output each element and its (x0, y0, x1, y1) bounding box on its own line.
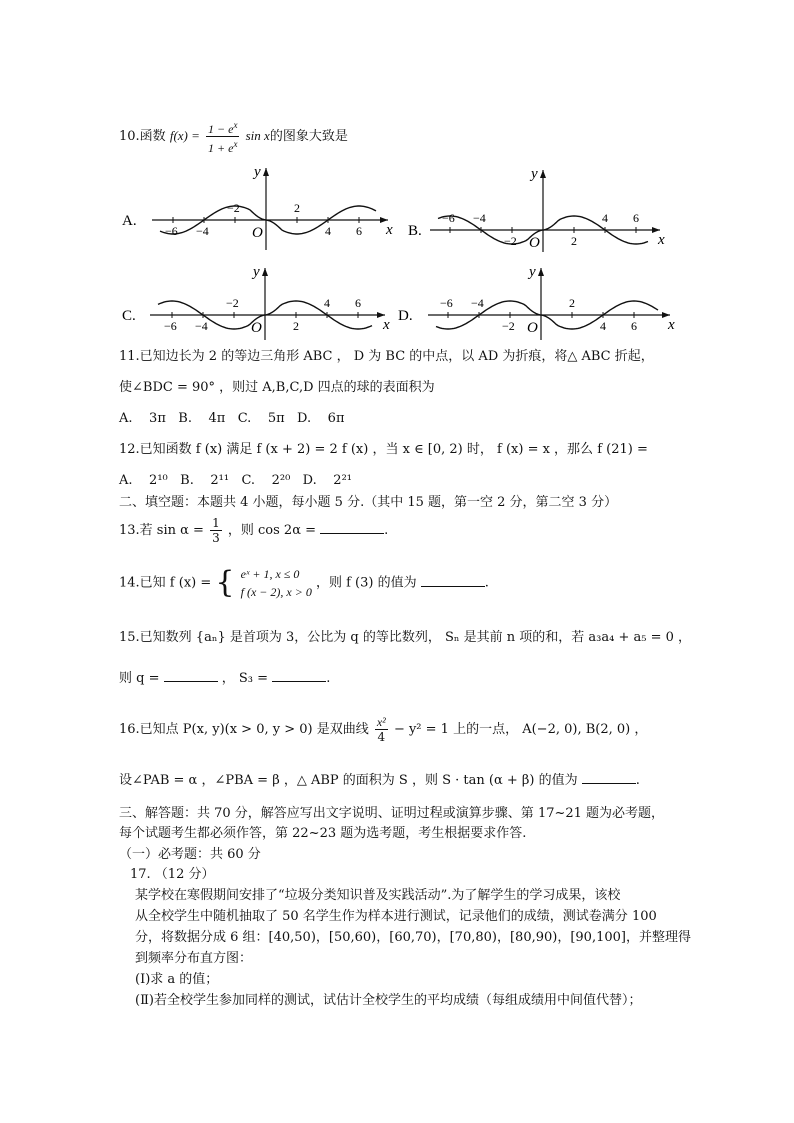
q11-options: A. 3π B. 4π C. 5π D. 6π (119, 411, 345, 426)
q17-p2: 从全校学生中随机抽取了 50 名学生作为样本进行测试，记录他们的成绩，测试卷满分 100 (135, 909, 657, 924)
q10-suffix: 的图象大致是 (269, 129, 348, 144)
tick-label: −2 (502, 319, 515, 333)
q12-line1: 12.已知函数 f (x) 满足 f (x + 2) = 2 f (x) ，当 x ∈ [0, 2) 时， f (x) = x ，那么 f (21) = (119, 442, 648, 457)
tick-label: −4 (196, 224, 209, 238)
q14: 14.已知 f (x) = { eˣ + 1, x ≤ 0 f (x − 2), x > 0 ，则 f (3) 的值为 . (119, 565, 489, 600)
q14-end: . (484, 575, 489, 591)
tick-label: 4 (602, 211, 608, 225)
tick-label: 2 (571, 234, 577, 248)
q11-line1: 11.已知边长为 2 的等边三角形 ABC ， D 为 BC 的中点，以 AD 为折痕，将△ ABC 折起， (119, 349, 654, 364)
tick-label: 2 (569, 296, 575, 310)
q16-mid: − y² = 1 上的一点， A(−2, 0), B(2, 0) ， (393, 722, 648, 737)
q17-p1: 某学校在寒假期间安排了“垃圾分类知识普及实践活动”.为了解学生的学习成果，该校 (135, 888, 621, 903)
q11-line2: 使∠BDC = 90° ，则过 A,B,C,D 四点的球的表面积为 (119, 380, 435, 395)
y-axis-arrow (538, 268, 544, 276)
tick-label: 4 (324, 296, 330, 310)
q14-answer-blank[interactable] (421, 586, 485, 587)
q14-case2: f (x − 2), x > 0 (240, 585, 312, 599)
q15-s3-label: ， S₃ = (221, 671, 269, 686)
graph-A (122, 164, 393, 250)
q15-s3-blank[interactable] (272, 681, 326, 682)
graph-D-letter: D. (398, 308, 413, 324)
origin-label: O (251, 320, 262, 336)
origin-label: O (252, 225, 263, 241)
tick-label: −4 (473, 211, 486, 225)
q10-den: 1 + e (208, 141, 234, 155)
tick-label: 6 (356, 224, 362, 238)
q14-case1: eˣ + 1, x ≤ 0 (240, 567, 300, 581)
q10-num: 1 − e (208, 122, 234, 136)
tick-label: −2 (226, 296, 239, 310)
q16-num: x² (376, 715, 386, 729)
x-axis-label: x (668, 317, 675, 333)
q13-den: 3 (212, 531, 220, 545)
graph-B (408, 166, 665, 252)
tick-label: 2 (293, 319, 299, 333)
y-axis-arrow (262, 268, 268, 276)
q16-line2 (119, 773, 640, 789)
tick-label: 6 (633, 211, 639, 225)
y-axis-arrow (263, 168, 269, 176)
q15-line2 (119, 671, 330, 687)
tick-label: −4 (471, 296, 484, 310)
q15-line1: 15.已知数列 {aₙ} 是首项为 3，公比为 q 的等比数列， Sₙ 是其前 n 项的和，若 a₃a₄ + a₅ = 0 ， (119, 630, 692, 645)
q16-end: . (635, 773, 640, 788)
section3-line3: （一）必考题：共 60 分 (119, 847, 261, 862)
q13-answer-blank[interactable] (320, 533, 384, 534)
tick-label: −2 (504, 234, 517, 248)
graph-C-letter: C. (122, 308, 136, 324)
q10-stem (119, 118, 348, 155)
q17-p4: 到频率分布直方图： (135, 951, 253, 966)
q13-fraction (210, 516, 222, 545)
q13-suffix: ，则 cos 2α = (227, 523, 316, 538)
q16-answer-blank[interactable] (582, 783, 636, 784)
origin-label: O (527, 320, 538, 336)
q16-fraction (375, 715, 388, 744)
q15-end: . (326, 671, 331, 686)
tick-label: 2 (294, 201, 300, 215)
section3-line1: 三、解答题：共 70 分，解答应写出文字说明、证明过程或演算步骤、第 17~21 题为必考题， (119, 806, 665, 821)
q13-num: 1 (212, 516, 220, 530)
q16-line1 (119, 715, 647, 744)
q17-p3: 分，将数据分成 6 组：[40,50)，[50,60)，[60,70)，[70,80)，[80,90)，[90,100]，并整理得 (135, 930, 691, 945)
graph-B-letter: B. (408, 223, 422, 239)
x-axis-label: x (658, 232, 665, 248)
y-axis-arrow (540, 170, 546, 178)
q14-prefix: 14.已知 f (x) = (119, 575, 212, 591)
y-axis-label: y (253, 264, 260, 280)
graph-A-letter: A. (122, 213, 137, 229)
x-axis-label: x (386, 222, 393, 238)
q10-fraction (206, 118, 239, 155)
q15-q-label: 则 q = (119, 671, 160, 686)
y-axis-label: y (531, 166, 538, 182)
tick-label: −6 (442, 211, 455, 225)
graph-D (398, 264, 675, 340)
section3-line2: 每个试题考生都必须作答，第 22~23 题为选考题，考生根据要求作答. (119, 826, 527, 841)
y-axis-label: y (254, 164, 261, 180)
q12-options: A. 2¹⁰ B. 2¹¹ C. 2²⁰ D. 2²¹ (119, 473, 352, 488)
section2-heading: 二、填空题：本题共 4 小题，每小题 5 分.（其中 15 题，第一空 2 分，第二空 3 分） (119, 495, 618, 510)
x-axis-label: x (383, 317, 390, 333)
q16-line2-text: 设∠PAB = α ，∠PBA = β ，△ ABP 的面积为 S ，则 S · tan (α + β) 的值为 (119, 773, 578, 788)
q17-head: 17. （12 分） (130, 867, 215, 882)
tick-label: −6 (164, 319, 177, 333)
q15-q-blank[interactable] (164, 681, 218, 682)
q10-graphs (0, 160, 794, 360)
q13-end: . (384, 523, 389, 538)
q10-num-exp: x (233, 120, 238, 130)
q10-prefix: 10.函数 (119, 129, 166, 144)
q17-sub1: (Ⅰ)求 a 的值； (135, 972, 219, 987)
q14-suffix: ，则 f (3) 的值为 (315, 575, 417, 591)
y-axis-label: y (529, 264, 536, 280)
tick-label: 6 (355, 296, 361, 310)
graph-C (122, 264, 390, 340)
origin-label: O (529, 235, 540, 251)
q10-tail: sin x (245, 128, 270, 143)
tick-label: −4 (195, 319, 208, 333)
q16-den: 4 (377, 730, 386, 744)
tick-label: 4 (600, 319, 606, 333)
tick-label: −6 (165, 224, 178, 238)
tick-label: 6 (631, 319, 637, 333)
q13-prefix: 13.若 sin α = (119, 523, 204, 538)
q10-fx: f(x) = (169, 128, 200, 143)
tick-label: 4 (325, 224, 331, 238)
tick-label: −2 (227, 201, 240, 215)
q13 (119, 516, 388, 545)
q16-prefix: 16.已知点 P(x, y)(x > 0, y > 0) 是双曲线 (119, 722, 369, 737)
q17-sub2: (Ⅱ)若全校学生参加同样的测试，试估计全校学生的平均成绩（每组成绩用中间值代替）； (135, 993, 642, 1008)
q10-den-exp: x (233, 139, 238, 149)
tick-label: −6 (440, 296, 453, 310)
q14-cases (241, 565, 312, 601)
